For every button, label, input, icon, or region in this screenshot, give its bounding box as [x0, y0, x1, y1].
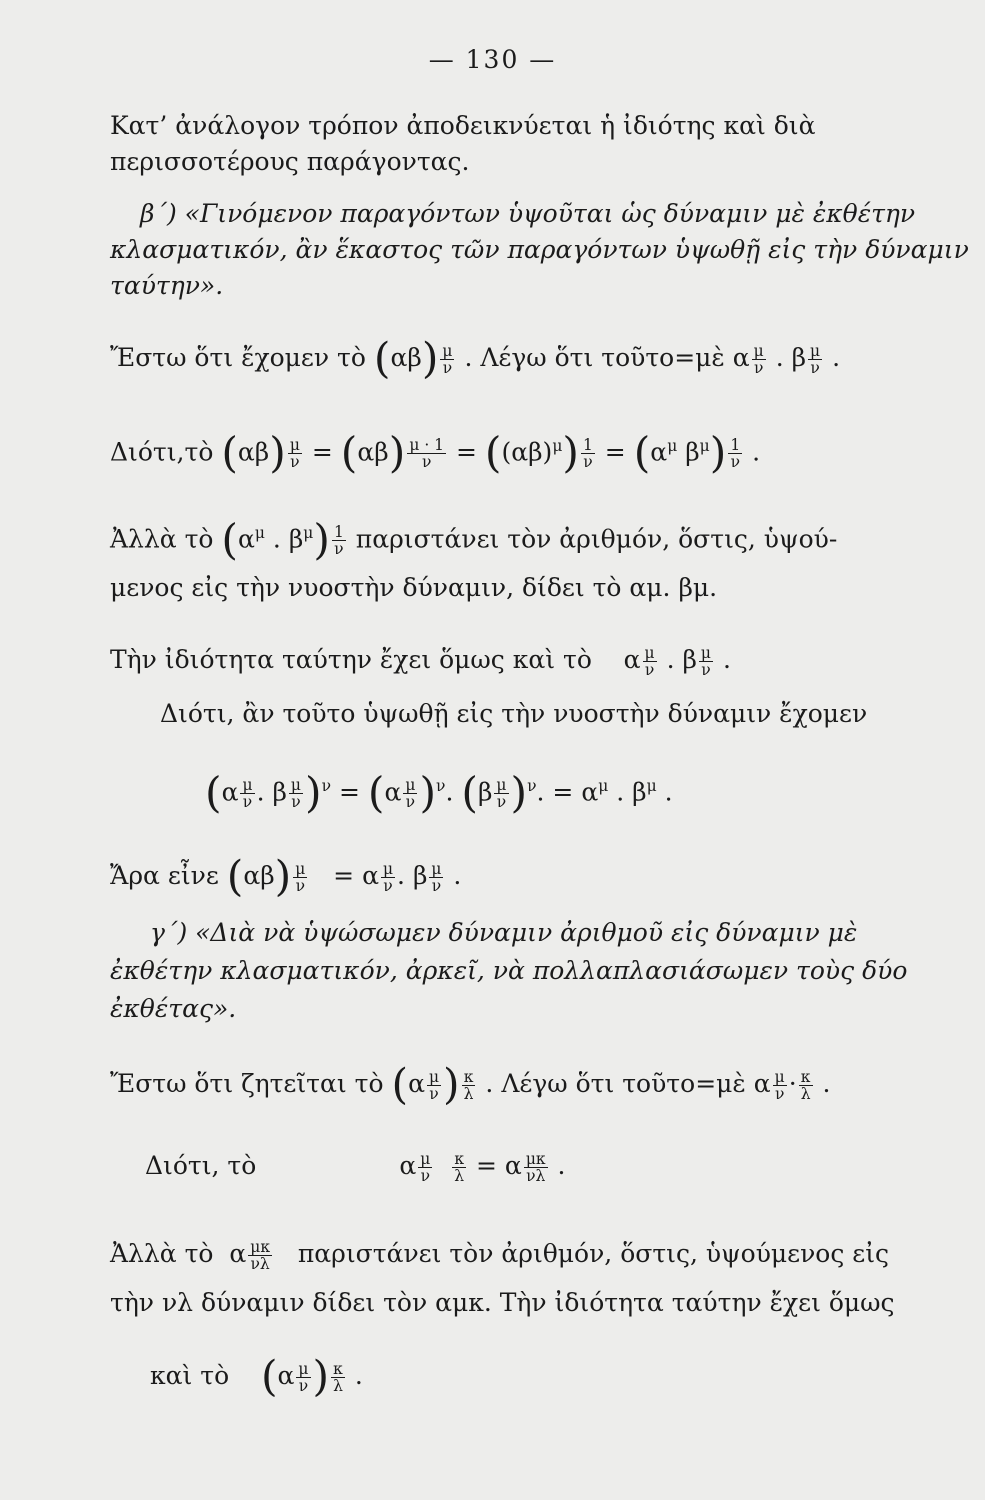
equation-text: Ἔστω ὅτι ζητεῖται τὸ — [110, 1069, 384, 1098]
equation-2: Διότι,τὸ (αβ) $\frac{\mu}{\nu}$ = (αβ) $\frac{\mu \cdot 1}{\nu}$ = $((\alpha\beta)^\mu)$ $\frac{1}{\nu}$ = ($\alpha^\mu$ $\beta^\mu$) $\frac{1}{\nu}$ . — [110, 428, 761, 478]
rule-b-line: ταύτην». — [110, 271, 224, 300]
equation-10: καὶ τὸ (α $\frac{\mu}{\nu}$ ) $\frac{\kappa}{\lambda}$ . — [150, 1352, 363, 1402]
equation-7: Ἔστω ὅτι ζητεῖται τὸ (α $\frac{\mu}{\nu}$ ) $\frac{\kappa}{\lambda}$ . Λέγω ὅτι τοῦτο=μὲ α $\frac{\mu}{\nu}$ · $\frac{\kappa}{\lambda}$ . — [110, 1060, 831, 1110]
equation-text: Ἀλλὰ τὸ — [110, 1239, 214, 1268]
equation-1: Ἔστω ὅτι ἔχομεν τὸ (αβ) $\frac{\mu}{\nu}$ . Λέγω ὅτι τοῦτο=μὲ α $\frac{\mu}{\nu}$ . β $\frac{\mu}{\nu}$ . — [110, 334, 841, 384]
equation-4: Τὴν ἰδιότητα ταύτην ἔχει ὅμως καὶ τὸ α $\frac{\mu}{\nu}$ . β $\frac{\mu}{\nu}$ . — [110, 643, 731, 679]
equation-text: Διότι,τὸ — [110, 437, 214, 467]
rule-g-line: γ΄) «Διὰ νὰ ὑψώσωμεν δύναμιν ἀριθμοῦ εἰς δύναμιν μὲ — [150, 918, 858, 947]
equation-5: (α $\frac{\mu}{\nu}$ . β $\frac{\mu}{\nu}$ )$^\nu$ = (α $\frac{\mu}{\nu}$ )$^\nu$. (β $\frac{\mu}{\nu}$ )$^\nu$. = $\alpha^\mu$ . $\beta^\mu$ . — [205, 768, 673, 818]
equation-text: Ἀλλὰ τὸ — [110, 524, 214, 554]
paragraph-line: Κατ’ ἀνάλογον τρόπον ἀποδεικνύεται ἡ ἰδιότης καὶ διὰ — [110, 111, 816, 140]
rule-g-line: ἐκθέτην κλασματικόν, ἀρκεῖ, νὰ πολλαπλασιάσωμεν τοὺς δύο — [110, 956, 908, 985]
equation-text: Ἄρα εἶνε — [110, 861, 219, 890]
equation-text: . Λέγω ὅτι τοῦτο=μὲ — [485, 1069, 746, 1098]
rule-b-line: β΄) «Γινόμενον παραγόντων ὑψοῦται ὡς δύναμιν μὲ ἐκθέτην — [140, 199, 916, 228]
paragraph-line: τὴν νλ δύναμιν δίδει τὸν αμκ. Τὴν ἰδιότητα ταύτην ἔχει ὅμως — [110, 1288, 895, 1317]
paragraph-line: περισσοτέρους παράγοντας. — [110, 147, 470, 176]
equation-text: . Λέγω ὅτι τοῦτο=μὲ — [464, 343, 725, 372]
equation-8: Διότι, τὸ α $\frac{\mu}{\nu}$ $\frac{\kappa}{\lambda}$ = α $\frac{\mu\kappa}{\nu\lambda}$ . — [145, 1149, 566, 1185]
equation-text: Τὴν ἰδιότητα ταύτην ἔχει ὅμως καὶ τὸ — [110, 645, 592, 674]
rule-b-line: κλασματικόν, ἂν ἕκαστος τῶν παραγόντων ὑψωθῇ εἰς τὴν δύναμιν — [110, 235, 969, 264]
paragraph-line: Διότι, ἂν τοῦτο ὑψωθῇ εἰς τὴν νυοστὴν δύναμιν ἔχομεν — [160, 699, 868, 728]
paragraph-line: μενος εἰς τὴν νυοστὴν δύναμιν, δίδει τὸ αμ. βμ. — [110, 573, 718, 602]
page-number: — 130 — — [428, 45, 557, 74]
equation-text: Ἔστω ὅτι ἔχομεν τὸ — [110, 343, 366, 372]
equation-text: παριστάνει τὸν ἀριθμόν, ὅστις, ὑψούμενος εἰς — [297, 1239, 890, 1268]
equation-text: καὶ τὸ — [150, 1361, 230, 1390]
equation-text: παριστάνει τὸν ἀριθμόν, ὅστις, ὑψού- — [355, 524, 838, 554]
equation-3: Ἀλλὰ τὸ ($\alpha^\mu$ . $\beta^\mu$) $\frac{1}{\nu}$ παριστάνει τὸν ἀριθμόν, ὅστις, ὑψού- — [110, 515, 838, 565]
rule-g-line: ἐκθέτας». — [110, 994, 237, 1023]
equation-6: Ἄρα εἶνε (αβ) $\frac{\mu}{\nu}$ = α $\frac{\mu}{\nu}$ . β $\frac{\mu}{\nu}$ . — [110, 852, 462, 902]
equation-9: Ἀλλὰ τὸ α $\frac{\mu\kappa}{\nu\lambda}$ παριστάνει τὸν ἀριθμόν, ὅστις, ὑψούμενος εἰς — [110, 1237, 890, 1273]
equation-text: Διότι, τὸ — [145, 1151, 257, 1180]
